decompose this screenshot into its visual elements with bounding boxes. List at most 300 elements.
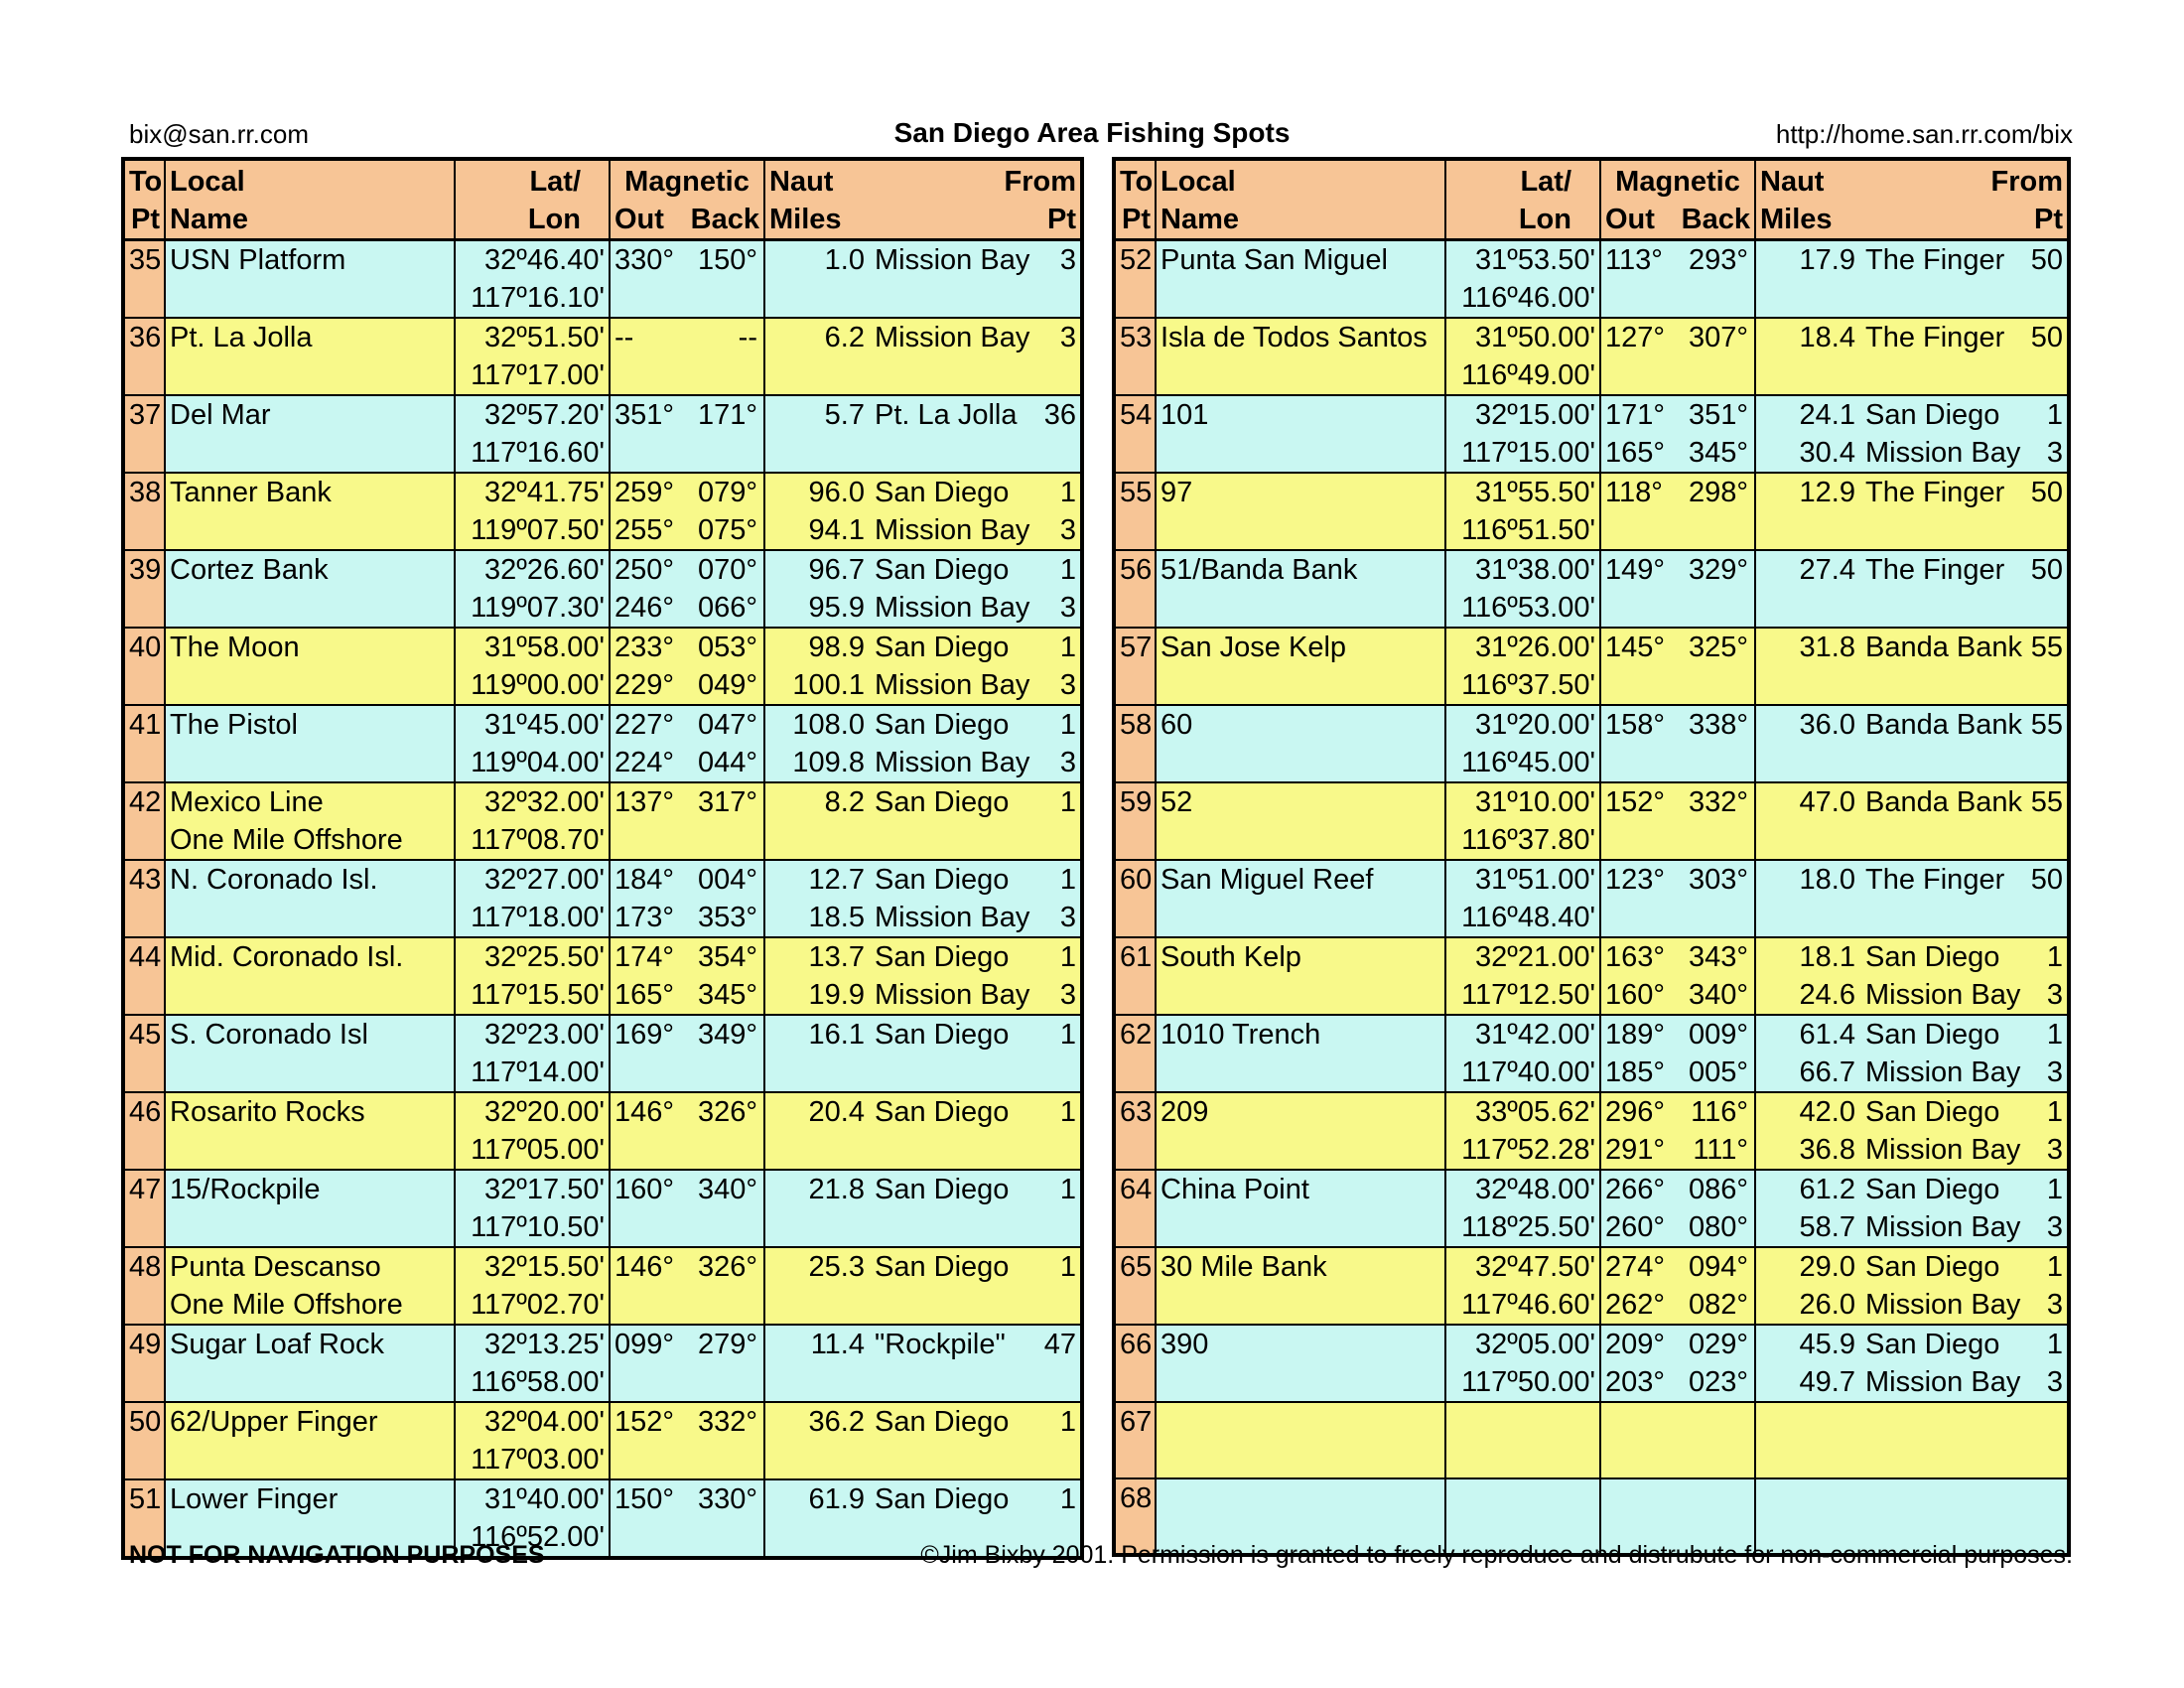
route-line xyxy=(769,589,1076,627)
route-line xyxy=(1760,1286,2063,1324)
bearing-out: 169° xyxy=(614,1019,674,1051)
from-location: The Finger xyxy=(1865,554,2005,586)
lat-lon xyxy=(1445,1015,1600,1092)
latitude: 31º38.00' xyxy=(1475,554,1595,586)
bearing-out: 260° xyxy=(1605,1211,1665,1243)
from-point: 1 xyxy=(1059,864,1076,896)
naut-miles: 5.7 xyxy=(824,399,865,431)
route-line xyxy=(1760,396,2063,434)
naut-miles-from xyxy=(1755,937,2069,1015)
spot-name-line: 101 xyxy=(1160,399,1209,431)
from-location: "Rockpile" xyxy=(875,1329,1006,1360)
from-point: 50 xyxy=(2030,477,2063,508)
naut-miles: 36.8 xyxy=(1799,1134,1855,1166)
latitude: 32º47.50' xyxy=(1475,1251,1595,1283)
col-lat-lon: Lat/ Lon xyxy=(1445,159,1600,240)
table-header xyxy=(1114,159,2069,240)
lat-lon xyxy=(1445,1402,1600,1478)
bearing-line xyxy=(1605,938,1750,976)
bearing-back: 029° xyxy=(1689,1329,1748,1360)
longitude: 116º51.50' xyxy=(1461,514,1595,546)
from-location: San Diego xyxy=(875,709,1010,741)
spot-name-line: Punta Descanso xyxy=(170,1251,381,1283)
latitude: 32º51.50' xyxy=(484,322,605,353)
table-row xyxy=(1114,473,2069,550)
magnetic-bearing xyxy=(1600,395,1755,473)
spot-name xyxy=(1156,1015,1445,1092)
longitude: 116º49.00' xyxy=(1461,359,1595,391)
naut-miles: 36.2 xyxy=(808,1406,865,1438)
point-number: 41 xyxy=(123,705,165,782)
point-number: 49 xyxy=(123,1325,165,1402)
naut-miles-from xyxy=(764,705,1082,782)
naut-miles: 25.3 xyxy=(808,1251,865,1283)
magnetic-bearing xyxy=(1600,240,1755,319)
naut-miles: 27.4 xyxy=(1799,554,1855,586)
lat-lon xyxy=(455,1015,610,1092)
latitude: 32º04.00' xyxy=(484,1406,605,1438)
bearing-back: 053° xyxy=(698,632,757,663)
naut-miles: 6.2 xyxy=(824,322,865,353)
table-row xyxy=(123,705,1082,782)
latitude: 32º05.00' xyxy=(1475,1329,1595,1360)
bearing-back: 326° xyxy=(698,1096,757,1128)
from-point: 3 xyxy=(1059,902,1076,933)
table-row xyxy=(123,937,1082,1015)
from-location: San Diego xyxy=(1865,1096,2000,1128)
spot-name xyxy=(1156,1170,1445,1247)
bearing-back: 340° xyxy=(1689,979,1748,1011)
bearing-back: 340° xyxy=(698,1174,757,1205)
naut-miles-from xyxy=(764,473,1082,550)
from-location: San Diego xyxy=(1865,1174,2000,1205)
route-line xyxy=(1760,706,2063,744)
bearing-back: 044° xyxy=(698,747,757,778)
route-line xyxy=(769,629,1076,666)
table-row xyxy=(1114,860,2069,937)
spot-name-line: 209 xyxy=(1160,1096,1209,1128)
col-magnetic: Magnetic Out Back xyxy=(1600,159,1755,240)
spot-name-line: 52 xyxy=(1160,786,1193,818)
lat-lon xyxy=(455,550,610,628)
lat-lon xyxy=(455,1402,610,1479)
bearing-out: 274° xyxy=(1605,1251,1665,1283)
bearing-back: 354° xyxy=(698,941,757,973)
bearing-line xyxy=(1605,434,1750,472)
bearing-line xyxy=(1605,1093,1750,1131)
bearing-line xyxy=(614,783,759,821)
longitude: 116º45.00' xyxy=(1461,747,1595,778)
naut-miles-from xyxy=(764,1015,1082,1092)
point-number: 59 xyxy=(1114,782,1156,860)
from-location: San Diego xyxy=(1865,1019,2000,1051)
lat-lon xyxy=(1445,550,1600,628)
col-local-name: Local Name xyxy=(1156,159,1445,240)
bearing-out: 173° xyxy=(614,902,674,933)
route-line xyxy=(1760,1208,2063,1246)
naut-miles: 108.0 xyxy=(792,709,865,741)
point-number: 58 xyxy=(1114,705,1156,782)
route-line xyxy=(1760,1248,2063,1286)
route-line xyxy=(769,706,1076,744)
naut-miles-from xyxy=(1755,705,2069,782)
bearing-out: 099° xyxy=(614,1329,674,1360)
from-point: 1 xyxy=(1059,941,1076,973)
point-number: 35 xyxy=(123,240,165,319)
from-location: San Diego xyxy=(1865,1329,2000,1360)
naut-miles: 96.0 xyxy=(808,477,865,508)
point-number: 54 xyxy=(1114,395,1156,473)
lat-lon xyxy=(1445,395,1600,473)
fishing-spots-table-left xyxy=(121,157,1084,1560)
latitude: 31º50.00' xyxy=(1475,322,1595,353)
magnetic-bearing xyxy=(610,1479,764,1558)
from-point: 1 xyxy=(2046,1329,2063,1360)
latitude: 31º58.00' xyxy=(484,632,605,663)
naut-miles-from xyxy=(764,860,1082,937)
spot-name xyxy=(165,937,455,1015)
spot-name xyxy=(1156,395,1445,473)
table-row xyxy=(1114,782,2069,860)
bearing-out: 152° xyxy=(614,1406,674,1438)
naut-miles-from xyxy=(764,1402,1082,1479)
magnetic-bearing xyxy=(610,1325,764,1402)
latitude: 32º41.75' xyxy=(484,477,605,508)
naut-miles: 11.4 xyxy=(810,1329,865,1360)
lat-lon xyxy=(1445,860,1600,937)
lat-lon xyxy=(455,1247,610,1325)
spot-name-line: 51/Banda Bank xyxy=(1160,554,1358,586)
page-title: San Diego Area Fishing Spots xyxy=(893,117,1291,148)
naut-miles: 8.2 xyxy=(824,786,865,818)
point-number: 62 xyxy=(1114,1015,1156,1092)
lat-lon xyxy=(1445,240,1600,319)
point-number: 43 xyxy=(123,860,165,937)
bearing-back: 070° xyxy=(698,554,757,586)
lat-lon xyxy=(1445,628,1600,705)
bearing-line xyxy=(614,241,759,279)
longitude: 116º52.00' xyxy=(471,1521,605,1553)
bearing-line xyxy=(614,1093,759,1131)
bearing-line xyxy=(1605,1363,1750,1401)
table-row xyxy=(1114,1015,2069,1092)
naut-miles-from xyxy=(764,240,1082,319)
longitude: 117º52.28' xyxy=(1461,1134,1595,1166)
from-location: Mission Bay xyxy=(1865,1134,2021,1166)
magnetic-bearing xyxy=(1600,1247,1755,1325)
longitude: 118º25.50' xyxy=(1461,1211,1595,1243)
table-row xyxy=(123,1015,1082,1092)
magnetic-bearing xyxy=(610,1402,764,1479)
spot-name xyxy=(165,1015,455,1092)
from-location: San Diego xyxy=(875,632,1010,663)
bearing-out: -- xyxy=(614,322,634,353)
spot-name xyxy=(1156,1325,1445,1402)
naut-miles: 13.7 xyxy=(808,941,865,973)
table-row xyxy=(123,473,1082,550)
latitude: 32º20.00' xyxy=(484,1096,605,1128)
bearing-back: -- xyxy=(738,322,757,353)
bearing-line xyxy=(614,1171,759,1208)
bearing-out: 174° xyxy=(614,941,674,973)
from-point: 1 xyxy=(2046,1174,2063,1205)
naut-miles-from xyxy=(764,395,1082,473)
bearing-out: 171° xyxy=(1605,399,1665,431)
bearing-out: 250° xyxy=(614,554,674,586)
bearing-line xyxy=(614,976,759,1014)
bearing-back: 349° xyxy=(698,1019,757,1051)
naut-miles: 18.4 xyxy=(1799,322,1855,353)
table-row xyxy=(1114,1402,2069,1478)
bearing-line xyxy=(614,551,759,589)
from-location: San Diego xyxy=(875,1406,1010,1438)
spot-name xyxy=(1156,550,1445,628)
naut-miles: 61.9 xyxy=(808,1483,865,1515)
lat-lon xyxy=(455,937,610,1015)
magnetic-bearing xyxy=(1600,318,1755,395)
route-line xyxy=(769,976,1076,1014)
spot-name-line: 30 Mile Bank xyxy=(1160,1251,1327,1283)
bearing-back: 009° xyxy=(1689,1019,1748,1051)
table-row xyxy=(1114,937,2069,1015)
bearing-line xyxy=(1605,861,1750,899)
naut-miles-from xyxy=(1755,1247,2069,1325)
route-line xyxy=(1760,629,2063,666)
spot-name-line: Isla de Todos Santos xyxy=(1160,322,1428,353)
from-location: Mission Bay xyxy=(875,902,1030,933)
latitude: 31º51.00' xyxy=(1475,864,1595,896)
from-location: The Finger xyxy=(1865,244,2005,276)
lat-lon xyxy=(455,318,610,395)
from-location: Mission Bay xyxy=(1865,1056,2021,1088)
longitude: 117º03.00' xyxy=(471,1444,605,1476)
lat-lon xyxy=(1445,473,1600,550)
bearing-out: 184° xyxy=(614,864,674,896)
magnetic-bearing xyxy=(1600,1015,1755,1092)
bearing-line xyxy=(614,1016,759,1054)
magnetic-bearing xyxy=(610,318,764,395)
col-lat-lon: Lat/ Lon xyxy=(455,159,610,240)
from-point: 3 xyxy=(2046,979,2063,1011)
table-row xyxy=(123,1325,1082,1402)
lat-lon xyxy=(455,705,610,782)
bearing-line xyxy=(614,899,759,936)
spot-name xyxy=(165,395,455,473)
bearing-out: 165° xyxy=(614,979,674,1011)
spot-name xyxy=(165,1247,455,1325)
bearing-line xyxy=(614,666,759,704)
bearing-line xyxy=(1605,783,1750,821)
bearing-back: 171° xyxy=(698,399,757,431)
bearing-line xyxy=(1605,1248,1750,1286)
spot-name xyxy=(1156,240,1445,319)
from-point: 1 xyxy=(1059,1096,1076,1128)
from-point: 1 xyxy=(1059,786,1076,818)
spot-name-line: Sugar Loaf Rock xyxy=(170,1329,385,1360)
col-naut-miles-from: Naut From Miles Pt xyxy=(1755,159,2069,240)
naut-miles-from xyxy=(764,1247,1082,1325)
longitude: 116º37.50' xyxy=(1461,669,1595,701)
bearing-out: 209° xyxy=(1605,1329,1665,1360)
from-location: Pt. La Jolla xyxy=(875,399,1018,431)
bearing-out: 233° xyxy=(614,632,674,663)
naut-miles-from xyxy=(1755,1092,2069,1170)
bearing-back: 325° xyxy=(1689,632,1748,663)
from-location: The Finger xyxy=(1865,477,2005,508)
bearing-back: 150° xyxy=(698,244,757,276)
naut-miles: 30.4 xyxy=(1799,437,1855,469)
bearing-back: 317° xyxy=(698,786,757,818)
table-row xyxy=(1114,628,2069,705)
lat-lon xyxy=(1445,705,1600,782)
naut-miles-from xyxy=(764,550,1082,628)
naut-miles: 61.4 xyxy=(1799,1019,1855,1051)
bearing-back: 279° xyxy=(698,1329,757,1360)
route-line xyxy=(769,1403,1076,1441)
spot-name-line: 1010 Trench xyxy=(1160,1019,1321,1051)
spot-name-line: South Kelp xyxy=(1160,941,1301,973)
naut-miles: 20.4 xyxy=(808,1096,865,1128)
spot-name-line: San Jose Kelp xyxy=(1160,632,1347,663)
route-line xyxy=(1760,1326,2063,1363)
route-line xyxy=(769,474,1076,511)
route-line xyxy=(769,511,1076,549)
from-point: 1 xyxy=(1059,709,1076,741)
longitude: 117º16.60' xyxy=(471,437,605,469)
longitude: 116º48.40' xyxy=(1461,902,1595,933)
spot-name xyxy=(165,1402,455,1479)
from-point: 3 xyxy=(2046,437,2063,469)
spot-name-line: Rosarito Rocks xyxy=(170,1096,365,1128)
magnetic-bearing xyxy=(1600,473,1755,550)
bearing-back: 343° xyxy=(1689,941,1748,973)
from-location: Mission Bay xyxy=(1865,437,2021,469)
longitude: 117º05.00' xyxy=(471,1134,605,1166)
from-location: San Diego xyxy=(875,1251,1010,1283)
bearing-back: 116° xyxy=(1691,1096,1748,1128)
from-point: 50 xyxy=(2030,322,2063,353)
bearing-line xyxy=(614,938,759,976)
route-line xyxy=(1760,551,2063,589)
route-line xyxy=(1760,1363,2063,1401)
bearing-back: 111° xyxy=(1693,1134,1748,1166)
spot-name-line: Lower Finger xyxy=(170,1483,339,1515)
magnetic-bearing xyxy=(1600,1325,1755,1402)
route-line xyxy=(1760,861,2063,899)
bearing-out: 152° xyxy=(1605,786,1665,818)
route-line xyxy=(769,666,1076,704)
bearing-back: 303° xyxy=(1689,864,1748,896)
spot-name-line: One Mile Offshore xyxy=(170,824,403,856)
bearing-back: 332° xyxy=(698,1406,757,1438)
lat-lon xyxy=(455,240,610,319)
lat-lon xyxy=(1445,318,1600,395)
from-point: 1 xyxy=(2046,399,2063,431)
spot-name xyxy=(165,1092,455,1170)
spot-name-line: China Point xyxy=(1160,1174,1309,1205)
table-row xyxy=(123,240,1082,319)
table-row xyxy=(123,1170,1082,1247)
route-line xyxy=(769,783,1076,821)
route-line xyxy=(1760,938,2063,976)
lat-lon xyxy=(455,395,610,473)
from-point: 1 xyxy=(2046,1096,2063,1128)
spot-name xyxy=(1156,628,1445,705)
bearing-out: 224° xyxy=(614,747,674,778)
spot-name xyxy=(1156,1402,1445,1478)
bearing-back: 338° xyxy=(1689,709,1748,741)
route-line xyxy=(1760,241,2063,279)
from-location: Banda Bank xyxy=(1865,632,2023,663)
bearing-line xyxy=(1605,319,1750,356)
lat-lon xyxy=(455,473,610,550)
col-naut-miles-from: Naut From Miles Pt xyxy=(764,159,1082,240)
naut-miles-from xyxy=(764,1092,1082,1170)
from-point: 3 xyxy=(1059,592,1076,624)
route-line xyxy=(769,1480,1076,1518)
from-location: Mission Bay xyxy=(875,747,1030,778)
from-point: 1 xyxy=(1059,1483,1076,1515)
bearing-back: 332° xyxy=(1689,786,1748,818)
latitude: 31º53.50' xyxy=(1475,244,1595,276)
bearing-line xyxy=(614,629,759,666)
spot-name xyxy=(1156,318,1445,395)
from-point: 3 xyxy=(2046,1134,2063,1166)
bearing-out: 203° xyxy=(1605,1366,1665,1398)
naut-miles: 61.2 xyxy=(1799,1174,1855,1205)
bearing-out: 163° xyxy=(1605,941,1665,973)
naut-miles-from xyxy=(764,937,1082,1015)
from-point: 55 xyxy=(2030,786,2063,818)
latitude: 32º57.20' xyxy=(484,399,605,431)
from-location: Mission Bay xyxy=(1865,1289,2021,1321)
longitude: 117º08.70' xyxy=(471,824,605,856)
point-number: 47 xyxy=(123,1170,165,1247)
bearing-line xyxy=(1605,1208,1750,1246)
from-point: 47 xyxy=(1043,1329,1076,1360)
point-number: 44 xyxy=(123,937,165,1015)
fishing-spots-table-right xyxy=(1112,157,2071,1557)
table-body xyxy=(1114,240,2069,1556)
latitude: 32º27.00' xyxy=(484,864,605,896)
bearing-out: 351° xyxy=(614,399,674,431)
table-row xyxy=(1114,1170,2069,1247)
route-line xyxy=(769,744,1076,781)
from-location: San Diego xyxy=(875,941,1010,973)
longitude: 116º37.80' xyxy=(1461,824,1595,856)
from-point: 55 xyxy=(2030,632,2063,663)
spot-name-line: Punta San Miguel xyxy=(1160,244,1388,276)
bearing-back: 094° xyxy=(1689,1251,1748,1283)
spot-name xyxy=(165,1170,455,1247)
longitude: 117º14.00' xyxy=(471,1056,605,1088)
naut-miles-from xyxy=(1755,395,2069,473)
bearing-back: 353° xyxy=(698,902,757,933)
spot-name xyxy=(1156,473,1445,550)
spot-name-line: Del Mar xyxy=(170,399,271,431)
bearing-line xyxy=(614,861,759,899)
from-point: 1 xyxy=(1059,1251,1076,1283)
spot-name xyxy=(165,628,455,705)
col-to-pt: To Pt xyxy=(123,159,165,240)
naut-miles: 49.7 xyxy=(1799,1366,1855,1398)
bearing-back: 345° xyxy=(1689,437,1748,469)
table-row xyxy=(123,1402,1082,1479)
bearing-out: 189° xyxy=(1605,1019,1665,1051)
bearing-line xyxy=(1605,474,1750,511)
from-point: 1 xyxy=(1059,1019,1076,1051)
bearing-out: 158° xyxy=(1605,709,1665,741)
